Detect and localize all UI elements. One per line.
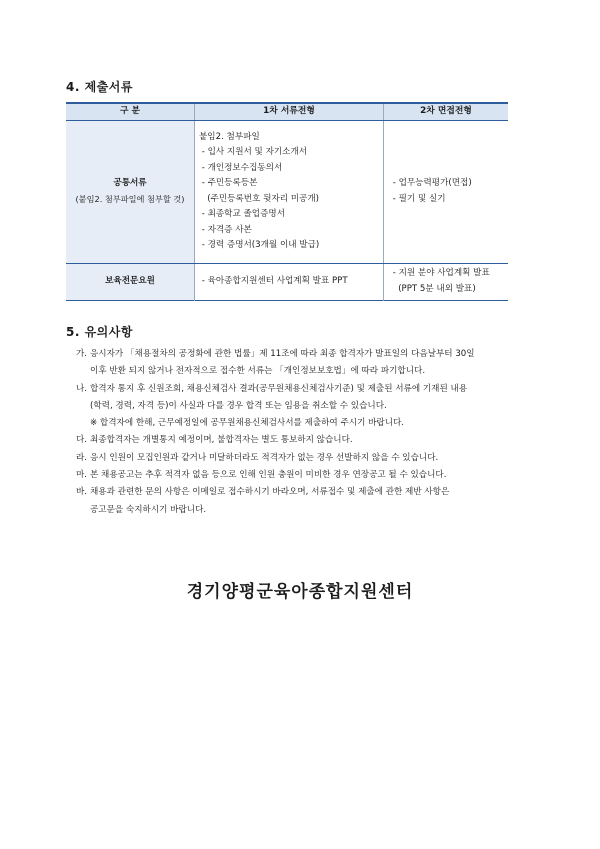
list-item <box>76 432 536 449</box>
first-round-cell <box>195 263 384 300</box>
note-marker: 가. <box>76 349 88 359</box>
table-row <box>66 120 508 263</box>
organization-name: 경기양평군육아종합지원센터 <box>186 582 414 602</box>
row-category: 보육전문요원 <box>105 275 155 286</box>
note-marker: 나. <box>76 383 88 394</box>
first-round-cell <box>195 120 384 263</box>
note-text: 응시 인원이 모집인원과 같거나 미달하더라도 적격자가 없는 경우 선발하지 않을 수 있습니다. <box>90 452 439 463</box>
list-item: - 필기 및 실기 <box>390 193 446 204</box>
table-row <box>66 263 508 300</box>
list-item <box>76 346 536 381</box>
second-round-cell <box>384 263 509 300</box>
list-item: - 개인정보수집동의서 <box>199 162 283 173</box>
note-marker: 바. <box>76 487 88 498</box>
notes-list <box>76 346 536 519</box>
header-category: 구 분 <box>66 103 195 120</box>
list-item <box>76 381 536 433</box>
section-title-documents: 4. 제출서류 <box>66 80 133 94</box>
list-item: - 자격증 사본 <box>199 224 252 235</box>
list-item <box>76 484 536 519</box>
list-item: - 주민등록등본 <box>199 178 258 188</box>
header-first-round: 1차 서류전형 <box>195 103 384 120</box>
row-category: 공통서류 <box>113 178 147 188</box>
row-category-cell <box>66 120 195 263</box>
list-item: - 입사 지원서 및 자기소개서 <box>199 147 308 157</box>
note-marker: 다. <box>76 435 88 446</box>
row-category-note: (붙임2. 첨부파일에 첨부할 것) <box>75 193 185 204</box>
submission-documents-table <box>66 102 508 301</box>
list-item: - 지원 분야 사업계획 발표 <box>390 268 490 278</box>
note-marker: 마. <box>76 470 88 481</box>
row-category-cell <box>66 263 195 300</box>
note-text: (학력, 경력, 자격 등)이 사실과 다를 경우 합격 또는 임용을 취소할 수 있습니다. <box>90 400 387 411</box>
note-remark: ※ 합격자에 한해, 근무예정일에 공무원채용신체검사서를 제출하여 주시기 바랍니다. <box>90 418 405 429</box>
list-item: - 경력 증명서(3개월 이내 발급) <box>199 240 320 250</box>
list-item: - 최종학교 졸업증명서 <box>199 209 286 219</box>
list-item: 붙임2. 첨부파일 <box>199 131 260 142</box>
list-item: - 업무능력평가(면접) <box>390 178 472 188</box>
list-item: (주민등록번호 뒷자리 미공개) <box>199 193 319 204</box>
note-text: 응시자가 「채용절차의 공정화에 관한 법률」제 11조에 따라 최종 합격자가 발표일의 다음날부터 30일 <box>90 349 475 359</box>
list-item: (PPT 5분 내외 발표) <box>390 283 476 294</box>
note-text: 최종합격자는 개별통지 예정이며, 불합격자는 별도 통보하지 않습니다. <box>90 435 353 446</box>
second-round-cell <box>384 120 509 263</box>
note-marker: 라. <box>76 452 88 463</box>
list-item: - 육아종합지원센터 사업계획 발표 PPT <box>199 275 348 286</box>
note-text: 이후 반환 되지 않거나 전자적으로 접수한 서류는 「개인정보보호법」에 따라 파기합니다. <box>90 366 426 377</box>
section-title-notes: 5. 유의사항 <box>66 325 133 339</box>
note-text: 합격자 통지 후 신원조회, 채용신체검사 결과(공무원채용신체검사기준) 및 제출된 서류에 기재된 내용 <box>90 383 468 394</box>
note-text: 공고문을 숙지하시기 바랍니다. <box>90 504 207 515</box>
note-text: 채용과 관련한 문의 사항은 이메일로 접수하시기 바라오며, 서류접수 및 제출에 관한 제반 사항은 <box>90 487 450 498</box>
header-second-round: 2차 면접전형 <box>384 103 509 120</box>
note-text: 본 채용공고는 추후 적격자 없음 등으로 인해 인원 충원이 미비한 경우 연장공고 될 수 있습니다. <box>90 470 447 481</box>
list-item <box>76 467 536 484</box>
list-item <box>76 450 536 467</box>
